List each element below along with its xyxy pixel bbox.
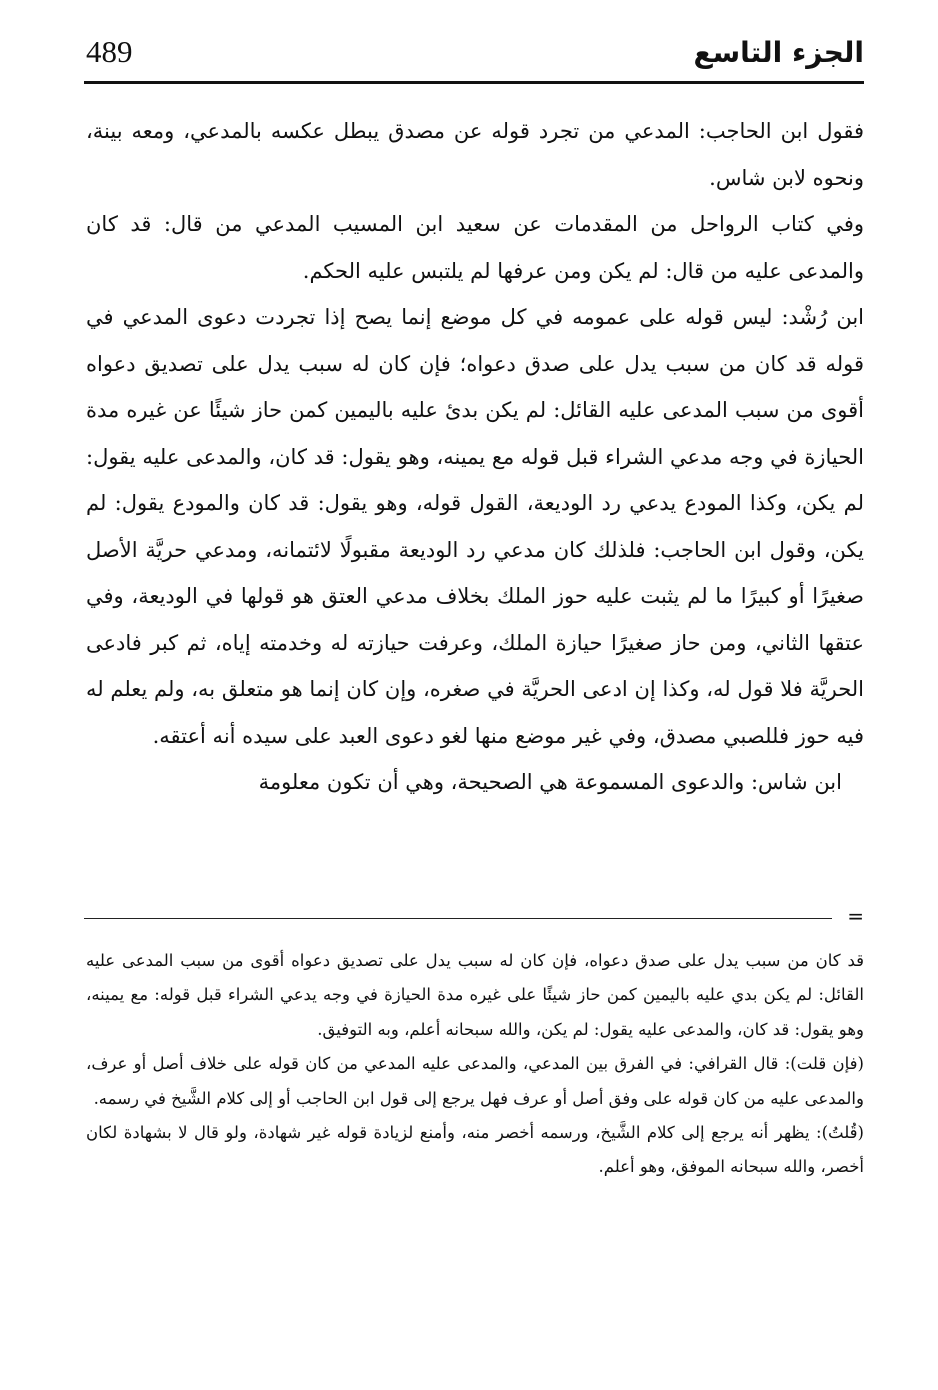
- main-text: [86, 108, 864, 806]
- page-number: 489: [86, 34, 133, 69]
- footnote-separator: [84, 904, 864, 928]
- footnote-rule: [84, 918, 832, 919]
- footnote-paragraph: قد كان من سبب يدل على صدق دعواه، فإن كان له سبب يدل على تصديق دعواه أقوى من سبب المدعى عليه القائل: لم يكن بدي عليه باليمين كمن حاز شيئًا على غيره مدة الحيازة في وجه يدعي الشراء قبل قوله: مع يمينه، وهو يقول: قد كان، والمدعى عليه يقول: لم يكن، والله سبحانه أعلم، وبه التوفيق.: [86, 951, 864, 1039]
- header-rule: [84, 81, 864, 84]
- footnotes: [86, 944, 864, 1185]
- footnote-paragraph: (قُلتُ): يظهر أنه يرجع إلى كلام الشَّيخ، ورسمه أخصر منه، وأمنع لزيادة قوله غير شهادة، ولو قال لا بشهادة لكان أخصر، والله سبحانه الموفق، وهو أعلم.: [86, 1123, 864, 1177]
- main-paragraph: ابن رُشْد: ليس قوله على عمومه في كل موضع إنما يصح إذا تجردت دعوى المدعي في قوله قد كان من سبب يدل على صدق دعواه؛ فإن كان له سبب يدل على تصديق دعواه أقوى من سبب المدعى عليه القائل: لم يكن بدئ عليه باليمين كمن حاز شيئًا عن غيره مدة الحيازة في وجه مدعي الشراء قبل قوله مع يمينه، وهو يقول: قد كان، والمدعى عليه يقول: لم يكن، وكذا المودع يدعي رد الوديعة، القول قوله، وهو يقول: قد كان والمودع يقول: لم يكن، وقول ابن الحاجب: فلذلك كان مدعي رد الوديعة مقبولًا لائتمانه، ومدعي حريَّة الأصل صغيرًا أو كبيرًا ما لم يثبت عليه حوز الملك بخلاف مدعي العتق هو قولها في الوديعة، وفي عتقها الثاني، ومن حاز صغيرًا حيازة الملك، وعرفت حيازته له وخدمته إياه، ثم كبر فادعى الحريَّة فلا قول له، وكذا إن ادعى الحريَّة في صغره، وإن كان إنما هو متعلق به، ولم يعلم له فيه حوز فللصبي مصدق، وفي غير موضع منها لغو دعوى العبد على سيده أنه أعتقه.: [86, 305, 864, 748]
- main-paragraph: ابن شاس: والدعوى المسموعة هي الصحيحة، وهي أن تكون معلومة: [258, 770, 842, 794]
- footnote-paragraph: (فإن قلت): قال القرافي: في الفرق بين المدعي، والمدعى عليه المدعي من كان قوله على خلاف أصل أو عرف، والمدعى عليه من كان قوله على وفق أصل أو عرف فهل يرجع إلى قول ابن الحاجب أو إلى كلام الشَّيخ في رسمه.: [86, 1054, 864, 1108]
- footnote-continuation-marker: =: [847, 904, 864, 928]
- running-title: الجزء التاسع: [693, 36, 864, 69]
- main-paragraph: فقول ابن الحاجب: المدعي من تجرد قوله عن مصدق يبطل عكسه بالمدعي، ومعه بينة، ونحوه لابن شاس.: [86, 119, 864, 190]
- main-paragraph: وفي كتاب الرواحل من المقدمات عن سعيد ابن المسيب المدعي من قال: قد كان والمدعى عليه من قال: لم يكن ومن عرفها لم يلتبس عليه الحكم.: [86, 212, 864, 283]
- page-header: [86, 32, 864, 76]
